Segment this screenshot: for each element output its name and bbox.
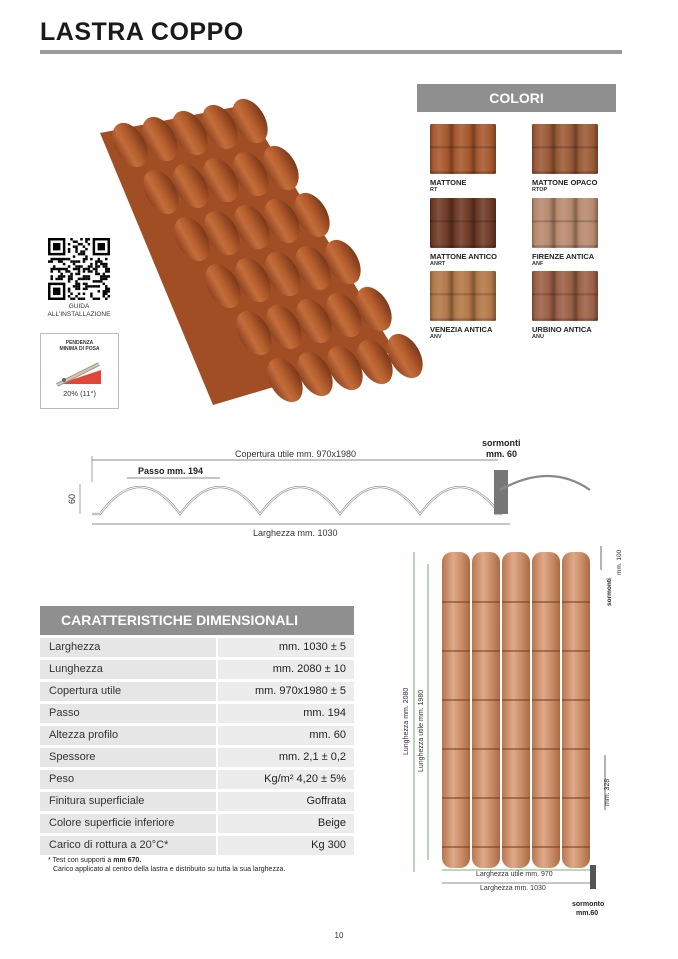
qr-label	[40, 303, 118, 319]
copertura-label: Copertura utile mm. 970x1980	[235, 449, 357, 459]
spec-row	[40, 836, 354, 855]
color-swatch	[430, 271, 496, 321]
qr-label-line2: ALL'INSTALLAZIONE	[47, 311, 111, 318]
spec-label: Lunghezza	[40, 660, 216, 679]
slope-icon	[55, 356, 105, 388]
color-swatch-code: ANU	[532, 334, 544, 340]
spec-label: Peso	[40, 770, 216, 789]
spec-value: Beige	[218, 814, 354, 833]
spec-value: mm. 2080 ± 10	[218, 660, 354, 679]
lunghezza-label: Lunghezza mm. 2080	[403, 687, 410, 755]
spec-row	[40, 726, 354, 745]
spec-label: Passo	[40, 704, 216, 723]
color-swatch	[532, 198, 598, 248]
color-swatch	[430, 124, 496, 174]
larghezza-sheet-label: Larghezza mm. 1030	[480, 885, 546, 892]
bottom-sormonto-value: mm.60	[576, 910, 599, 917]
slope-title-line2: MINIMA DI POSA	[59, 346, 100, 352]
colors-heading: COLORI	[417, 84, 616, 112]
spec-row	[40, 770, 354, 789]
larghezza-utile-label: Larghezza utile mm. 970	[476, 871, 553, 878]
sheet-dimension-diagram	[400, 540, 640, 920]
note-prefix: * Test con supporti a	[48, 857, 114, 864]
color-swatch-name: VENEZIA ANTICA	[430, 325, 493, 334]
min-slope-value: 20% (11°)	[63, 389, 96, 398]
lunghezza-utile-label: Lunghezza utile mm. 1980	[418, 689, 425, 772]
color-swatch-code: ANRT	[430, 261, 446, 267]
note-bold: mm 670.	[113, 857, 142, 864]
color-swatch-name: MATTONE OPACO	[532, 178, 598, 187]
color-swatch-code: ANF	[532, 261, 544, 267]
spec-row	[40, 814, 354, 833]
color-swatch-code: RTOP	[532, 187, 548, 193]
top-sormonti-label: sormonti	[606, 578, 613, 606]
page-number: 10	[334, 931, 344, 940]
sormonti-value: mm. 60	[486, 449, 518, 459]
passo-label: Passo mm. 194	[138, 466, 204, 476]
spec-label: Spessore	[40, 748, 216, 767]
bottom-sormonto-label: sormonto	[572, 901, 605, 908]
spec-row	[40, 704, 354, 723]
spec-label: Colore superficie inferiore	[40, 814, 216, 833]
color-swatch-name: MATTONE	[430, 178, 467, 187]
spec-label: Copertura utile	[40, 682, 216, 701]
spec-label: Finitura superficiale	[40, 792, 216, 811]
spec-row	[40, 682, 354, 701]
spec-row	[40, 792, 354, 811]
qr-code[interactable]	[48, 238, 110, 300]
spec-row	[40, 638, 354, 657]
spec-value: mm. 60	[218, 726, 354, 745]
spec-value: mm. 2,1 ± 0,2	[218, 748, 354, 767]
spec-value: mm. 194	[218, 704, 354, 723]
spec-label: Altezza profilo	[40, 726, 216, 745]
qr-label-line1: GUIDA	[68, 303, 90, 310]
color-swatch-code: ANV	[430, 334, 442, 340]
slope-title-line1: PENDENZA	[65, 340, 94, 346]
specs-heading: CARATTERISTICHE DIMENSIONALI	[40, 606, 354, 635]
color-swatch	[532, 271, 598, 321]
color-swatch-name: FIRENZE ANTICA	[532, 252, 595, 261]
spec-value: mm. 1030 ± 5	[218, 638, 354, 657]
color-swatch-code: RT	[430, 187, 438, 193]
specs-footnote	[48, 856, 285, 874]
spec-value: Goffrata	[218, 792, 354, 811]
color-swatch-name: URBINO ANTICA	[532, 325, 592, 334]
profile-section-diagram	[67, 432, 590, 540]
spec-value: mm. 970x1980 ± 5	[218, 682, 354, 701]
sormonti-label: sormonti	[482, 438, 521, 448]
spec-row	[40, 748, 354, 767]
min-slope-title	[41, 340, 118, 352]
product-sheet-image	[95, 103, 400, 408]
larghezza-label: Larghezza mm. 1030	[253, 528, 338, 538]
row-dim-label: mm. 328	[604, 778, 611, 806]
min-slope-box	[40, 333, 119, 409]
color-swatch	[532, 124, 598, 174]
title-divider	[40, 50, 622, 54]
color-swatch	[430, 198, 496, 248]
top-dim-label: mm. 100	[616, 549, 623, 575]
spec-label: Carico di rottura a 20°C*	[40, 836, 216, 855]
color-swatch-name: MATTONE ANTICO	[430, 252, 497, 261]
note-line2: Carico applicato al centro della lastra e distribuito su tutta la sua larghezza.	[53, 866, 286, 873]
spec-label: Larghezza	[40, 638, 216, 657]
spec-row	[40, 660, 354, 679]
height-label: 60	[67, 493, 77, 504]
spec-value: Kg/m² 4,20 ± 5%	[218, 770, 354, 789]
spec-value: Kg 300	[218, 836, 354, 855]
specs-table	[40, 638, 354, 858]
page-title: LASTRA COPPO	[40, 18, 244, 46]
